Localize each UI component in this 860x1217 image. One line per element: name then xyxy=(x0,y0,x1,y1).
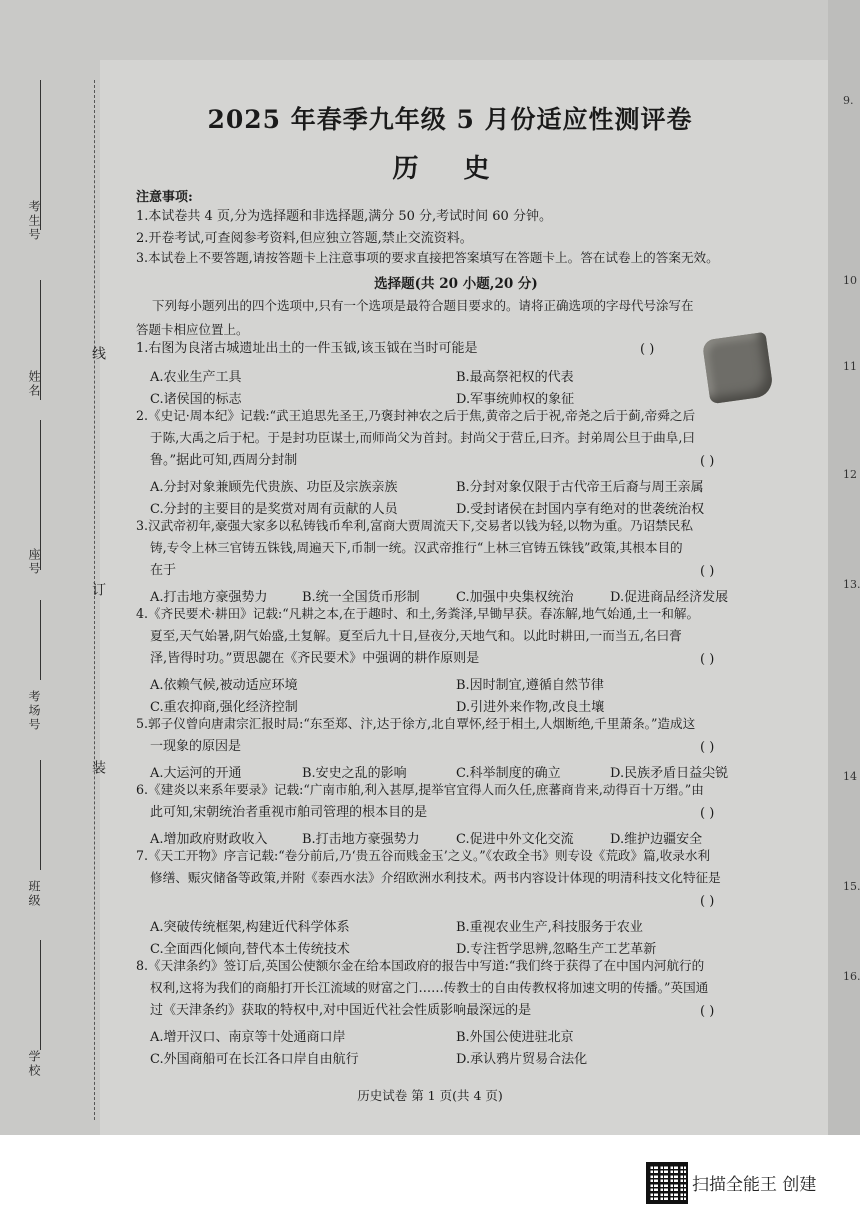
option: A.突破传统框架,构建近代科学体系 xyxy=(150,920,350,935)
option: C.诸侯国的标志 xyxy=(150,392,242,407)
answer-bracket: ( ) xyxy=(700,564,715,579)
option: D.承认鸦片贸易合法化 xyxy=(456,1052,588,1067)
answer-bracket: ( ) xyxy=(700,740,715,755)
option: C.外国商船可在长江各口岸自由航行 xyxy=(150,1052,359,1067)
answer-bracket: ( ) xyxy=(700,894,715,909)
option: A.增开汉口、南京等十处通商口岸 xyxy=(150,1030,346,1045)
answer-bracket: ( ) xyxy=(640,342,655,357)
option: C.重农抑商,强化经济控制 xyxy=(150,700,298,715)
question-stem: 此可知,宋朝统治者重视市舶司管理的根本目的是 xyxy=(150,805,428,820)
jade-axe-photo xyxy=(702,332,774,404)
binding-char-line: 线 xyxy=(90,346,106,360)
question-stem: 1.右图为良渚古城遗址出土的一件玉钺,该玉钺在当时可能是 xyxy=(136,341,478,356)
question-stem: 6.《建炎以来系年要录》记载:“广南市舶,利入甚厚,提举官宜得人而久任,庶蕃商肯来,动得百十万缗。”由 xyxy=(136,782,704,797)
option: A.大运河的开通 xyxy=(150,766,242,781)
question-stem: 2.《史记·周本纪》记载:“武王追思先圣王,乃褒封神农之后于焦,黄帝之后于祝,帝尧之后于蓟,帝舜之后 xyxy=(136,408,696,423)
question-stem: 4.《齐民要术·耕田》记载:“凡耕之本,在于趣时、和土,务粪泽,早锄早获。春冻解,地气始通,土一和解。 xyxy=(136,606,700,621)
answer-bracket: ( ) xyxy=(700,1004,715,1019)
instruction-line: 下列每小题列出的四个选项中,只有一个选项是最符合题目要求的。请将正确选项的字母代号涂写在 xyxy=(152,298,694,313)
spine-room: 考场号 xyxy=(27,690,41,732)
question-stem: 鲁。”据此可知,西周分封制 xyxy=(150,453,298,468)
margin-number: 9. xyxy=(843,94,854,107)
option: A.分封对象兼顾先代贵族、功臣及宗族亲族 xyxy=(150,480,398,495)
spine-school: 学校 xyxy=(27,1050,41,1078)
next-page-strip xyxy=(828,0,860,1135)
option: D.民族矛盾日益尖锐 xyxy=(610,766,729,781)
page-footer: 历史试卷 第 1 页(共 4 页) xyxy=(357,1088,503,1103)
option: C.促进中外文化交流 xyxy=(456,832,574,847)
note-item: 1.本试卷共 4 页,分为选择题和非选择题,满分 50 分,考试时间 60 分钟。 xyxy=(136,209,552,224)
question-stem: 7.《天工开物》序言记载:“卷分前后,乃‘贵五谷而贱金玉’之义。”《农政全书》则专设《荒政》篇,收录水利 xyxy=(136,848,711,863)
option: A.依赖气候,被动适应环境 xyxy=(150,678,298,693)
option: D.军事统帅权的象征 xyxy=(456,392,575,407)
option: B.外国公使进驻北京 xyxy=(456,1030,574,1045)
option: B.分封对象仅限于古代帝王后裔与周王亲属 xyxy=(456,480,704,495)
margin-number: 13. xyxy=(843,578,860,591)
option: A.农业生产工具 xyxy=(150,370,242,385)
answer-bracket: ( ) xyxy=(700,806,715,821)
question-stem: 修缮、赈灾储备等政策,并附《泰西水法》介绍欧洲水利技术。两书内容设计体现的明清科技文化特征是 xyxy=(150,870,721,885)
qr-code-icon xyxy=(646,1162,688,1204)
option: C.分封的主要目的是奖赏对周有贡献的人员 xyxy=(150,502,398,517)
question-stem: 权利,这将为我们的商船打开长江流域的财富之门……传教士的自由传教权将加速文明的传播。”英国通 xyxy=(150,980,709,995)
option: D.受封诸侯在封国内享有绝对的世袭统治权 xyxy=(456,502,705,517)
option: B.因时制宜,遵循自然节律 xyxy=(456,678,604,693)
instruction-line: 答题卡相应位置上。 xyxy=(136,322,249,337)
question-stem: 8.《天津条约》签订后,英国公使额尔金在给本国政府的报告中写道:“我们终于获得了在中国内河航行的 xyxy=(136,958,705,973)
option: B.重视农业生产,科技服务于农业 xyxy=(456,920,643,935)
margin-number: 16. xyxy=(843,970,860,983)
subject-title: 历 史 xyxy=(392,154,508,184)
margin-number: 15. xyxy=(843,880,860,893)
spine-class: 班级 xyxy=(27,880,41,908)
question-stem: 泽,皆得时功。”贾思勰在《齐民要术》中强调的耕作原则是 xyxy=(150,651,480,666)
option: B.安史之乱的影响 xyxy=(302,766,407,781)
margin-number: 12 xyxy=(843,468,857,481)
binding-char-order: 订 xyxy=(90,582,106,596)
answer-bracket: ( ) xyxy=(700,652,715,667)
option: C.科举制度的确立 xyxy=(456,766,561,781)
question-stem: 夏至,天气始暑,阴气始盛,土复解。夏至后九十日,昼夜分,天地气和。以此时耕田,一而当五,名曰膏 xyxy=(150,628,682,643)
margin-number: 11 xyxy=(843,360,857,373)
fill-line xyxy=(40,940,41,1050)
option: B.最高祭祀权的代表 xyxy=(456,370,574,385)
option: D.促进商品经济发展 xyxy=(610,590,729,605)
exam-title: 2025 年春季九年级 5 月份适应性测评卷 xyxy=(207,105,693,134)
fill-line xyxy=(40,600,41,680)
spine-exam-number: 考生号 xyxy=(27,200,41,242)
option: B.打击地方豪强势力 xyxy=(302,832,420,847)
option: D.专注哲学思辨,忽略生产工艺革新 xyxy=(456,942,657,957)
question-stem: 在于 xyxy=(150,563,177,578)
option: C.加强中央集权统治 xyxy=(456,590,574,605)
margin-number: 14 xyxy=(843,770,857,783)
scanner-watermark: 扫描全能王 创建 xyxy=(692,1175,817,1195)
question-stem: 铸,专令上林三官铸五铢钱,周遍天下,币制一统。汉武帝推行“上林三官铸五铢钱”政策,其根本目的 xyxy=(150,540,683,555)
binding-char-bind: 装 xyxy=(90,760,106,774)
option: A.打击地方豪强势力 xyxy=(150,590,268,605)
answer-bracket: ( ) xyxy=(700,454,715,469)
option: A.增加政府财政收入 xyxy=(150,832,268,847)
question-stem: 5.郭子仪曾向唐肃宗汇报时局:“东至郑、汴,达于徐方,北自覃怀,经于相土,人烟断绝,千里萧条。”造成这 xyxy=(136,716,696,731)
option: D.维护边疆安全 xyxy=(610,832,703,847)
spine-seat: 座号 xyxy=(27,548,41,576)
option: B.统一全国货币形制 xyxy=(302,590,420,605)
question-stem: 过《天津条约》获取的特权中,对中国近代社会性质影响最深远的是 xyxy=(150,1003,532,1018)
margin-number: 10 xyxy=(843,274,857,287)
option: D.引进外来作物,改良土壤 xyxy=(456,700,605,715)
fill-line xyxy=(40,760,41,870)
question-stem: 3.汉武帝初年,豪强大家多以私铸钱币牟利,富商大贾周流天下,交易者以钱为轻,以物为重。乃诏禁民私 xyxy=(136,518,693,533)
question-stem: 于陈,大禹之后于杞。于是封功臣谋士,而师尚父为首封。封尚父于营丘,曰齐。封弟周公旦于曲阜,曰 xyxy=(150,430,695,445)
spine-name: 姓名 xyxy=(27,370,41,398)
note-item: 2.开卷考试,可查阅参考资料,但应独立答题,禁止交流资料。 xyxy=(136,231,473,246)
binding-dashed-line xyxy=(94,80,95,1120)
question-stem: 一现象的原因是 xyxy=(150,739,242,754)
note-item: 3.本试卷上不要答题,请按答题卡上注意事项的要求直接把答案填写在答题卡上。答在试卷上的答案无效。 xyxy=(136,250,719,265)
option: C.全面西化倾向,替代本土传统技术 xyxy=(150,942,350,957)
section-title: 选择题(共 20 小题,20 分) xyxy=(374,276,538,292)
notes-heading: 注意事项: xyxy=(136,190,193,205)
